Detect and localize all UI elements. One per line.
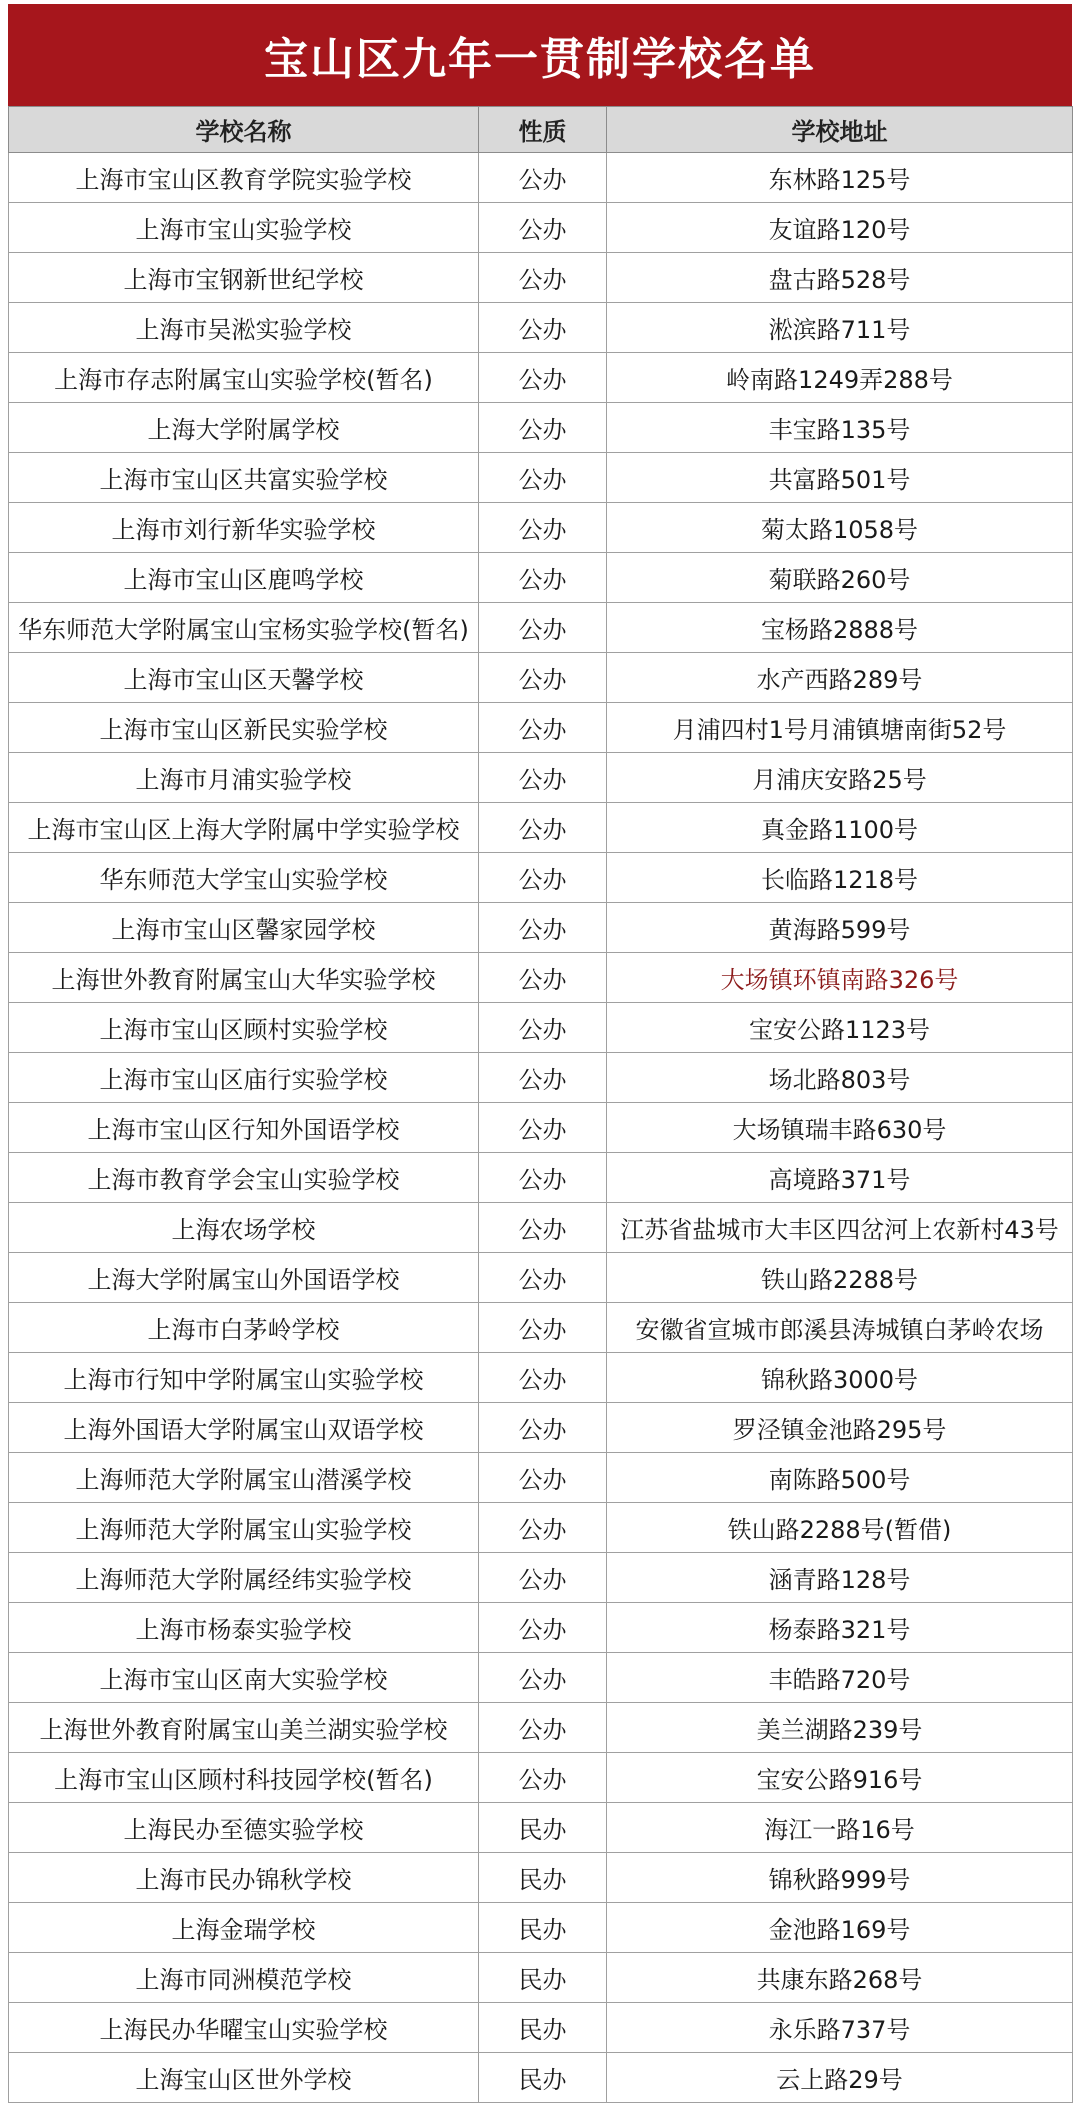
table-row — [9, 353, 1073, 403]
school-name-cell: 上海市宝山区教育学院实验学校 — [9, 153, 479, 203]
school-address-cell: 大场镇环镇南路326号 — [607, 953, 1073, 1003]
school-name-cell: 上海市宝钢新世纪学校 — [9, 253, 479, 303]
school-type-cell: 民办 — [479, 1803, 607, 1853]
school-name-cell: 上海市宝山区鹿鸣学校 — [9, 553, 479, 603]
school-address-cell: 宝安公路1123号 — [607, 1003, 1073, 1053]
school-type-cell: 公办 — [479, 1203, 607, 1253]
school-address-cell: 共康东路268号 — [607, 1953, 1073, 2003]
school-address-cell: 友谊路120号 — [607, 203, 1073, 253]
school-address-cell: 锦秋路999号 — [607, 1853, 1073, 1903]
header-address: 学校地址 — [607, 107, 1073, 153]
school-type-cell: 民办 — [479, 2053, 607, 2103]
school-type-cell: 公办 — [479, 1653, 607, 1703]
school-type-cell: 公办 — [479, 903, 607, 953]
table-row — [9, 1903, 1073, 1953]
school-type-cell: 公办 — [479, 1503, 607, 1553]
table-row — [9, 903, 1073, 953]
school-name-cell: 上海世外教育附属宝山大华实验学校 — [9, 953, 479, 1003]
school-type-cell: 公办 — [479, 1703, 607, 1753]
school-name-cell: 上海市宝山区馨家园学校 — [9, 903, 479, 953]
table-row — [9, 403, 1073, 453]
table-row — [9, 1003, 1073, 1053]
school-list-document — [8, 4, 1072, 2103]
school-type-cell: 公办 — [479, 853, 607, 903]
school-type-cell: 民办 — [479, 2003, 607, 2053]
school-table — [8, 106, 1073, 2103]
table-row — [9, 2053, 1073, 2103]
table-row — [9, 1703, 1073, 1753]
school-name-cell: 上海市宝山区行知外国语学校 — [9, 1103, 479, 1153]
school-type-cell: 公办 — [479, 1303, 607, 1353]
school-type-cell: 公办 — [479, 1603, 607, 1653]
school-type-cell: 公办 — [479, 703, 607, 753]
school-address-cell: 真金路1100号 — [607, 803, 1073, 853]
school-address-cell: 淞滨路711号 — [607, 303, 1073, 353]
school-name-cell: 上海市教育学会宝山实验学校 — [9, 1153, 479, 1203]
table-body — [9, 153, 1073, 2103]
school-name-cell: 上海市白茅岭学校 — [9, 1303, 479, 1353]
school-name-cell: 上海师范大学附属经纬实验学校 — [9, 1553, 479, 1603]
school-name-cell: 上海市宝山实验学校 — [9, 203, 479, 253]
school-type-cell: 公办 — [479, 1253, 607, 1303]
table-row — [9, 453, 1073, 503]
table-header-row — [9, 107, 1073, 153]
school-address-cell: 丰宝路135号 — [607, 403, 1073, 453]
table-row — [9, 1453, 1073, 1503]
school-type-cell: 民办 — [479, 1853, 607, 1903]
table-row — [9, 1303, 1073, 1353]
school-type-cell: 公办 — [479, 1103, 607, 1153]
table-row — [9, 753, 1073, 803]
school-name-cell: 上海金瑞学校 — [9, 1903, 479, 1953]
school-name-cell: 上海民办至德实验学校 — [9, 1803, 479, 1853]
table-row — [9, 553, 1073, 603]
table-row — [9, 803, 1073, 853]
school-address-cell: 场北路803号 — [607, 1053, 1073, 1103]
school-type-cell: 公办 — [479, 603, 607, 653]
school-address-cell: 铁山路2288号(暂借) — [607, 1503, 1073, 1553]
table-row — [9, 1953, 1073, 2003]
school-address-cell: 金池路169号 — [607, 1903, 1073, 1953]
table-row — [9, 653, 1073, 703]
school-address-cell: 大场镇瑞丰路630号 — [607, 1103, 1073, 1153]
school-name-cell: 上海市民办锦秋学校 — [9, 1853, 479, 1903]
school-address-cell: 月浦庆安路25号 — [607, 753, 1073, 803]
school-address-cell: 涵青路128号 — [607, 1553, 1073, 1603]
school-name-cell: 上海市宝山区上海大学附属中学实验学校 — [9, 803, 479, 853]
table-row — [9, 1203, 1073, 1253]
school-name-cell: 上海市宝山区顾村实验学校 — [9, 1003, 479, 1053]
school-address-cell: 锦秋路3000号 — [607, 1353, 1073, 1403]
table-row — [9, 2003, 1073, 2053]
table-row — [9, 1153, 1073, 1203]
table-row — [9, 1403, 1073, 1453]
school-type-cell: 公办 — [479, 753, 607, 803]
school-type-cell: 公办 — [479, 1003, 607, 1053]
school-name-cell: 上海师范大学附属宝山实验学校 — [9, 1503, 479, 1553]
school-address-cell: 高境路371号 — [607, 1153, 1073, 1203]
table-row — [9, 853, 1073, 903]
table-row — [9, 503, 1073, 553]
table-row — [9, 1253, 1073, 1303]
school-type-cell: 公办 — [479, 1053, 607, 1103]
school-address-cell: 东林路125号 — [607, 153, 1073, 203]
school-name-cell: 上海市月浦实验学校 — [9, 753, 479, 803]
header-school-name: 学校名称 — [9, 107, 479, 153]
school-name-cell: 上海大学附属宝山外国语学校 — [9, 1253, 479, 1303]
school-address-cell: 杨泰路321号 — [607, 1603, 1073, 1653]
school-address-cell: 南陈路500号 — [607, 1453, 1073, 1503]
school-address-cell: 黄海路599号 — [607, 903, 1073, 953]
school-name-cell: 上海农场学校 — [9, 1203, 479, 1253]
school-address-cell: 菊太路1058号 — [607, 503, 1073, 553]
school-address-cell: 宝安公路916号 — [607, 1753, 1073, 1803]
table-row — [9, 253, 1073, 303]
school-type-cell: 公办 — [479, 403, 607, 453]
school-address-cell: 安徽省宣城市郎溪县涛城镇白茅岭农场 — [607, 1303, 1073, 1353]
school-type-cell: 公办 — [479, 953, 607, 1003]
school-type-cell: 公办 — [479, 253, 607, 303]
school-address-cell: 共富路501号 — [607, 453, 1073, 503]
school-address-cell: 岭南路1249弄288号 — [607, 353, 1073, 403]
school-name-cell: 上海宝山区世外学校 — [9, 2053, 479, 2103]
school-address-cell: 江苏省盐城市大丰区四岔河上农新村43号 — [607, 1203, 1073, 1253]
table-row — [9, 703, 1073, 753]
school-name-cell: 华东师范大学附属宝山宝杨实验学校(暂名) — [9, 603, 479, 653]
school-address-cell: 水产西路289号 — [607, 653, 1073, 703]
school-name-cell: 华东师范大学宝山实验学校 — [9, 853, 479, 903]
school-type-cell: 公办 — [479, 1353, 607, 1403]
school-address-cell: 云上路29号 — [607, 2053, 1073, 2103]
school-name-cell: 上海市同洲模范学校 — [9, 1953, 479, 2003]
school-type-cell: 公办 — [479, 203, 607, 253]
school-name-cell: 上海市宝山区共富实验学校 — [9, 453, 479, 503]
table-row — [9, 1653, 1073, 1703]
page-title: 宝山区九年一贯制学校名单 — [8, 4, 1072, 106]
school-type-cell: 公办 — [479, 453, 607, 503]
school-type-cell: 公办 — [479, 1453, 607, 1503]
table-row — [9, 1753, 1073, 1803]
school-name-cell: 上海市宝山区新民实验学校 — [9, 703, 479, 753]
table-row — [9, 1503, 1073, 1553]
table-row — [9, 1853, 1073, 1903]
school-name-cell: 上海市杨泰实验学校 — [9, 1603, 479, 1653]
school-name-cell: 上海市吴淞实验学校 — [9, 303, 479, 353]
school-type-cell: 公办 — [479, 353, 607, 403]
table-row — [9, 1353, 1073, 1403]
school-type-cell: 公办 — [479, 1153, 607, 1203]
school-type-cell: 公办 — [479, 153, 607, 203]
school-type-cell: 公办 — [479, 1403, 607, 1453]
school-address-cell: 菊联路260号 — [607, 553, 1073, 603]
school-address-cell: 罗泾镇金池路295号 — [607, 1403, 1073, 1453]
school-name-cell: 上海市刘行新华实验学校 — [9, 503, 479, 553]
table-row — [9, 303, 1073, 353]
table-row — [9, 153, 1073, 203]
table-row — [9, 1553, 1073, 1603]
table-row — [9, 1053, 1073, 1103]
school-type-cell: 公办 — [479, 303, 607, 353]
school-name-cell: 上海市存志附属宝山实验学校(暂名) — [9, 353, 479, 403]
school-name-cell: 上海市宝山区庙行实验学校 — [9, 1053, 479, 1103]
school-address-cell: 月浦四村1号月浦镇塘南街52号 — [607, 703, 1073, 753]
school-name-cell: 上海外国语大学附属宝山双语学校 — [9, 1403, 479, 1453]
school-name-cell: 上海师范大学附属宝山潜溪学校 — [9, 1453, 479, 1503]
school-address-cell: 丰皓路720号 — [607, 1653, 1073, 1703]
school-name-cell: 上海市宝山区顾村科技园学校(暂名) — [9, 1753, 479, 1803]
school-address-cell: 盘古路528号 — [607, 253, 1073, 303]
school-address-cell: 长临路1218号 — [607, 853, 1073, 903]
school-name-cell: 上海市宝山区南大实验学校 — [9, 1653, 479, 1703]
table-row — [9, 1603, 1073, 1653]
school-name-cell: 上海市行知中学附属宝山实验学校 — [9, 1353, 479, 1403]
school-address-cell: 永乐路737号 — [607, 2003, 1073, 2053]
school-type-cell: 公办 — [479, 1753, 607, 1803]
table-row — [9, 1103, 1073, 1153]
school-type-cell: 公办 — [479, 503, 607, 553]
school-address-cell: 铁山路2288号 — [607, 1253, 1073, 1303]
school-type-cell: 民办 — [479, 1953, 607, 2003]
header-type: 性质 — [479, 107, 607, 153]
school-type-cell: 民办 — [479, 1903, 607, 1953]
school-type-cell: 公办 — [479, 803, 607, 853]
school-type-cell: 公办 — [479, 553, 607, 603]
school-address-cell: 宝杨路2888号 — [607, 603, 1073, 653]
school-name-cell: 上海市宝山区天馨学校 — [9, 653, 479, 703]
table-row — [9, 953, 1073, 1003]
school-address-cell: 海江一路16号 — [607, 1803, 1073, 1853]
school-type-cell: 公办 — [479, 653, 607, 703]
school-name-cell: 上海世外教育附属宝山美兰湖实验学校 — [9, 1703, 479, 1753]
school-address-cell: 美兰湖路239号 — [607, 1703, 1073, 1753]
table-row — [9, 603, 1073, 653]
school-type-cell: 公办 — [479, 1553, 607, 1603]
table-row — [9, 1803, 1073, 1853]
table-row — [9, 203, 1073, 253]
school-name-cell: 上海民办华曜宝山实验学校 — [9, 2003, 479, 2053]
school-name-cell: 上海大学附属学校 — [9, 403, 479, 453]
